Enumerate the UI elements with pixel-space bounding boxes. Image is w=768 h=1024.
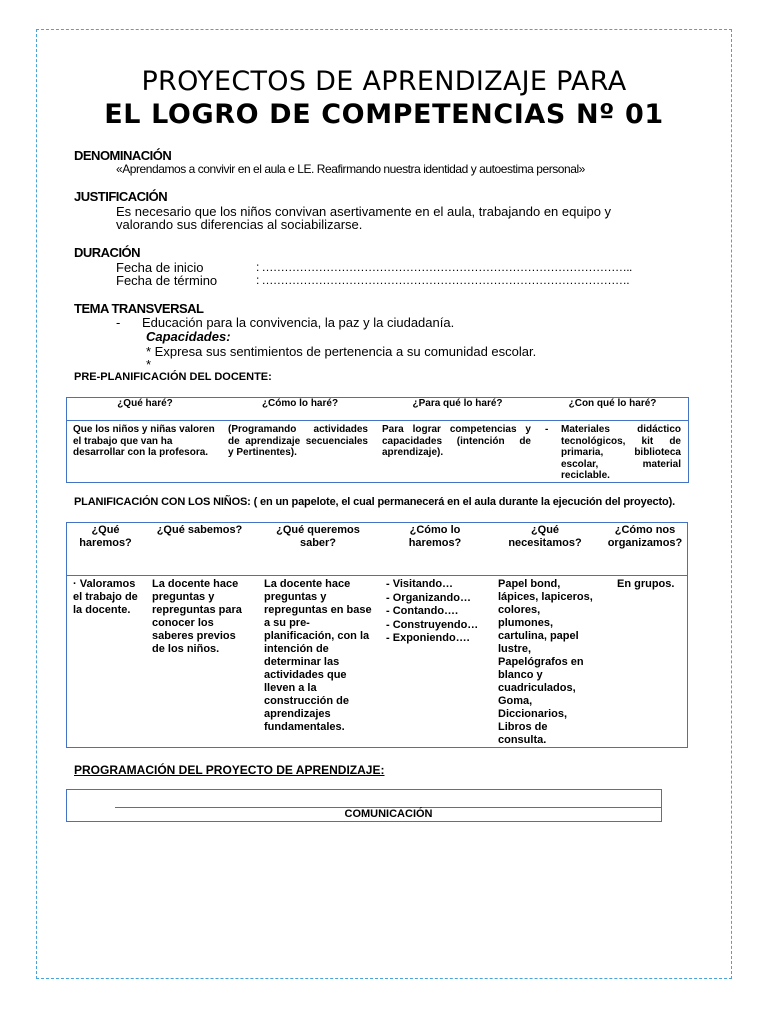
plan-cell-como	[386, 578, 491, 646]
preplan-header-como: ¿Cómo lo haré?	[261, 398, 339, 409]
preplan-cell-que: Que los niños y niñas valoren el trabajo que van ha desarrollar con la profesora.	[73, 424, 215, 458]
plan-header-queremos: ¿Qué queremos saber?	[276, 524, 360, 549]
capacidad-2: *	[146, 357, 152, 372]
plan-ninos-title: PLANIFICACIÓN CON LOS NIÑOS: ( en un papelote, el cual permanecerá en el aula durante la ejecución del proyecto).	[74, 496, 676, 508]
preplan-cell-para: Para lograr competencias y capacidades (intención de aprendizaje).	[382, 424, 531, 458]
title-line-1: PROYECTOS DE APRENDIZAJE PARA	[141, 66, 627, 97]
area-comunicacion: COMUNICACIÓN	[344, 808, 433, 820]
plan-como-item: - Contando….	[386, 605, 491, 619]
denominacion-text: «Aprendamos a convivir en el aula e LE. Reafirmando nuestra identidad y autoestima personal»	[116, 162, 585, 176]
preplan-cell-con-bullet: -	[545, 424, 549, 435]
capacidad-1: * Expresa sus sentimientos de pertenencia a su comunidad escolar.	[146, 344, 537, 359]
plan-header-haremos: ¿Qué haremos?	[79, 524, 132, 549]
fecha-inicio-label: Fecha de inicio	[116, 260, 204, 275]
programacion-title: PROGRAMACIÓN DEL PROYECTO DE APRENDIZAJE:	[74, 763, 385, 777]
plan-como-item: - Construyendo…	[386, 619, 491, 633]
capacidades-label: Capacidades:	[146, 329, 231, 344]
preplan-cell-con: Materiales didáctico tecnológicos, kit de primaria, biblioteca escolar, material reciclable.	[561, 424, 681, 481]
preplan-header-que: ¿Qué haré?	[117, 398, 173, 409]
preplan-cell-como: (Programando actividades de aprendizaje secuenciales y Pertinentes).	[228, 424, 368, 458]
fecha-termino-label: Fecha de término	[116, 273, 218, 288]
plan-cell-necesitamos: Papel bond, lápices, lapiceros, colores, plumones, cartulina, papel lustre, Papelógrafos en blanco y cuadriculados, Goma, Diccionarios, Libros de consulta.	[498, 578, 593, 746]
fecha-inicio-value: : ……………………………………………………………………………………..	[256, 260, 632, 274]
plan-header-sabemos: ¿Qué sabemos?	[156, 524, 243, 536]
title-line-2: EL LOGRO DE COMPETENCIAS Nº 01	[104, 99, 664, 130]
preplan-header-con: ¿Con qué lo haré?	[568, 398, 657, 409]
denominacion-label: DENOMINACIÓN	[74, 148, 172, 163]
plan-como-item: - Visitando…	[386, 578, 491, 592]
justificacion-line-2: valorando sus diferencias al sociabilizarse.	[116, 217, 363, 232]
tema-transversal-label: TEMA TRANSVERSAL	[74, 301, 204, 316]
plan-cell-sabemos: La docente hace preguntas y repreguntas para conocer los saberes previos de los niños.	[152, 578, 242, 655]
preplan-header-para: ¿Para qué lo haré?	[412, 398, 503, 409]
tema-item: Educación para la convivencia, la paz y la ciudadanía.	[142, 315, 455, 330]
preplan-title: PRE-PLANIFICACIÓN DEL DOCENTE:	[74, 371, 272, 383]
plan-como-item: - Exponiendo….	[386, 632, 491, 646]
justificacion-label: JUSTIFICACIÓN	[74, 189, 168, 204]
fecha-termino-value: : …………………………………………………………………………………….	[256, 273, 630, 287]
plan-cell-haremos: · Valoramos el trabajo de la docente.	[73, 578, 138, 616]
plan-cell-organizamos: En grupos.	[617, 578, 675, 590]
duracion-label: DURACIÓN	[74, 245, 141, 260]
tema-bullet: -	[116, 315, 121, 330]
plan-header-organizamos: ¿Cómo nos organizamos?	[607, 524, 683, 549]
plan-cell-queremos: La docente hace preguntas y repreguntas en base a su pre-planificación, con la intención de determinar las actividades que lleven a la construcción de aprendizajes fundamentales.	[264, 578, 372, 733]
justificacion-line-1: Es necesario que los niños convivan asertivamente en el aula, trabajando en equipo y	[116, 204, 612, 219]
plan-header-necesitamos: ¿Qué necesitamos?	[508, 524, 582, 549]
plan-como-item: - Organizando…	[386, 592, 491, 606]
plan-header-como: ¿Cómo lo haremos?	[408, 524, 462, 549]
